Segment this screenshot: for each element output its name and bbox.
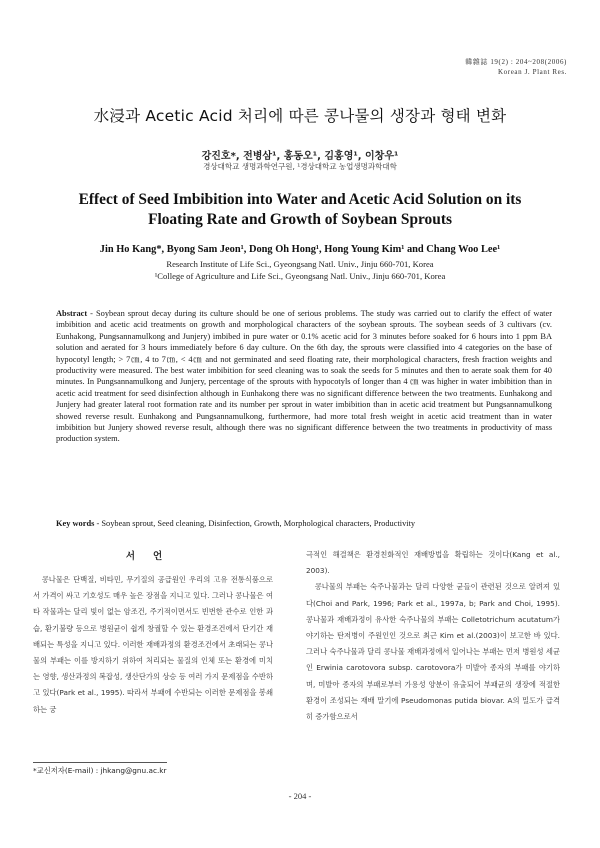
korean-affiliation: 경상대학교 생명과학연구원, ¹경상대학교 농업생명과학대학 <box>203 162 397 171</box>
footnote-divider <box>33 762 167 763</box>
page-number: - 204 - <box>288 791 312 801</box>
keywords-text: - Soybean sprout, Seed cleaning, Disinfection, Growth, Morphological characters, Productivity <box>94 519 416 528</box>
intro-paragraph-2: 콩나물의 부패는 숙주나물과는 달리 다양한 균들이 관련된 것으로 알려져 있다(Choi and Park, 1996; Park et al., 1997a, b; Park and Choi, 1995). 콩나물과 재배과정이 유사한 숙주나물의 부패는 Colletotrichum acutatum가 야기하는 탄저병이 주원인인 것으로 최근 Kim et al.(2003)이 보고한 바 있다. 그러나 숙주나물과 달리 콩나물 재배과정에서 일어나는 부패는 먼저 병원성 세균인 Erwinia carotovora subsp. carotovora가 미발아 종자의 부패를 야기하며, 미발아 종자의 부패로부터 가용성 양분이 유출되어 부패균의 생장에 적절한 환경이 조성되는 재배 말기에 Pseudomonas putida biovar. A의 밀도가 급격히 증가함으로서 <box>306 582 560 722</box>
abstract <box>56 308 552 445</box>
corresponding-author-footnote: *교신저자(E-mail) : jhkang@gnu.ac.kr <box>33 766 167 775</box>
english-affiliation-1: Research Institute of Life Sci., Gyeongsang Natl. Univ., Jinju 660-701, Korea <box>166 259 434 269</box>
intro-paragraph-1: 콩나물은 단백질, 비타민, 무기질의 공급원인 우리의 고유 전통식품으로서 가격이 싸고 기호성도 매우 높은 장점을 지니고 있다. 그러나 콩나물은 여타 작물과는 달리 빛이 없는 암조건, 주기적이면서도 빈번한 관수로 인한 과습, 환기불량 등으로 병원균이 쉽게 창궐할 수 있는 환경조건에서 단기간 재배되는 특성을 지니고 있다. 이러한 재배과정의 환경조건에서 초래되는 콩나물의 부패는 이를 방지하기 위하여 처리되는 물질의 인체 또는 환경에 미치는 영향, 생산과정의 복잡성, 생산단가의 상승 등 여러 가지 문제점을 수반하고 있다(Park et al., 1995). 따라서 부패에 수반되는 이러한 문제점을 봉쇄하는 궁 <box>33 575 273 714</box>
keywords-label: Key words <box>56 519 95 528</box>
keywords <box>56 518 552 529</box>
abstract-label: Abstract <box>56 309 88 318</box>
english-title <box>40 190 560 230</box>
journal-citation: 韓雜誌 19(2) : 204~208(2006) <box>465 58 567 66</box>
korean-authors: 강진호*, 전병삼¹, 홍동오¹, 김홍영¹, 이창우¹ <box>201 151 399 162</box>
english-affiliation-2: ¹College of Agriculture and Life Sci., Gyeongsang Natl. Univ., Jinju 660-701, Korea <box>154 271 446 281</box>
intro-left-column <box>33 572 273 718</box>
english-title-line2: Floating Rate and Growth of Soybean Sprouts <box>148 211 452 228</box>
abstract-text: - Soybean sprout decay during its culture should be one of serious problems. The study was carried out to clarify the effect of water imbibition and acetic acid treatments on growth and morphological characters of the soybean sprouts. The soybean seeds of 3 cultivars (cv. Eunhakong, Pungsannamulkong and Junjery) imbibed in pure water or 0.1% acetic acid for 3 minutes before soaked for 6 hours into 1 ppm BA solution and aerated for 3 hours immediately before 6 day culture. On the 6th day, the sprouts were classified into 4 categories on the base of hypocotyl length; > 7㎝, 4 to 7㎝, < 4㎝ and not germinated and seed floating rate, their morphological characters, fresh fraction weights and productivity were measured. The best water imbibition for seed cleaning was to soak the seeds for 5 minutes and then to aerate soak them for 40 minutes. In Pungsannamulkong and Junjery, percentage of the sprouts with hypocotyls of longer than 4 ㎝ was higher in water imbibition than in acetic acid treatment for seed disinfection although in Eunhakong there was no significant difference between the two treatments. Eunhakong and Junjery had greater lateral root formation rate and its number per sprout in water imbibition than in acetic acid treatment but Pungsannamulkong showed reverse result. Eunhakong and Pungsannamulkong, furthermore, had more total fresh weight in acetic acid treatment than in water imbibition but Junjery showed reverse result, although there was no significant difference between the two treatments in productivity of mass production system. <box>56 309 552 444</box>
journal-header <box>465 57 567 77</box>
intro-heading: 서언 <box>125 551 181 562</box>
journal-name: Korean J. Plant Res. <box>498 68 567 76</box>
intro-right-column <box>306 547 560 725</box>
english-title-line1: Effect of Seed Imbibition into Water and Acetic Acid Solution on its <box>78 191 522 208</box>
english-authors: Jin Ho Kang*, Byong Sam Jeon¹, Dong Oh Hong¹, Hong Young Kim¹ and Chang Woo Lee¹ <box>99 244 501 255</box>
korean-title: 水浸과 Acetic Acid 처리에 따른 콩나물의 생장과 형태 변화 <box>93 107 507 125</box>
intro-paragraph-1-continued: 극적인 해결책은 환경친화적인 재배방법을 확립하는 것이다(Kang et al., 2003). <box>306 550 560 576</box>
